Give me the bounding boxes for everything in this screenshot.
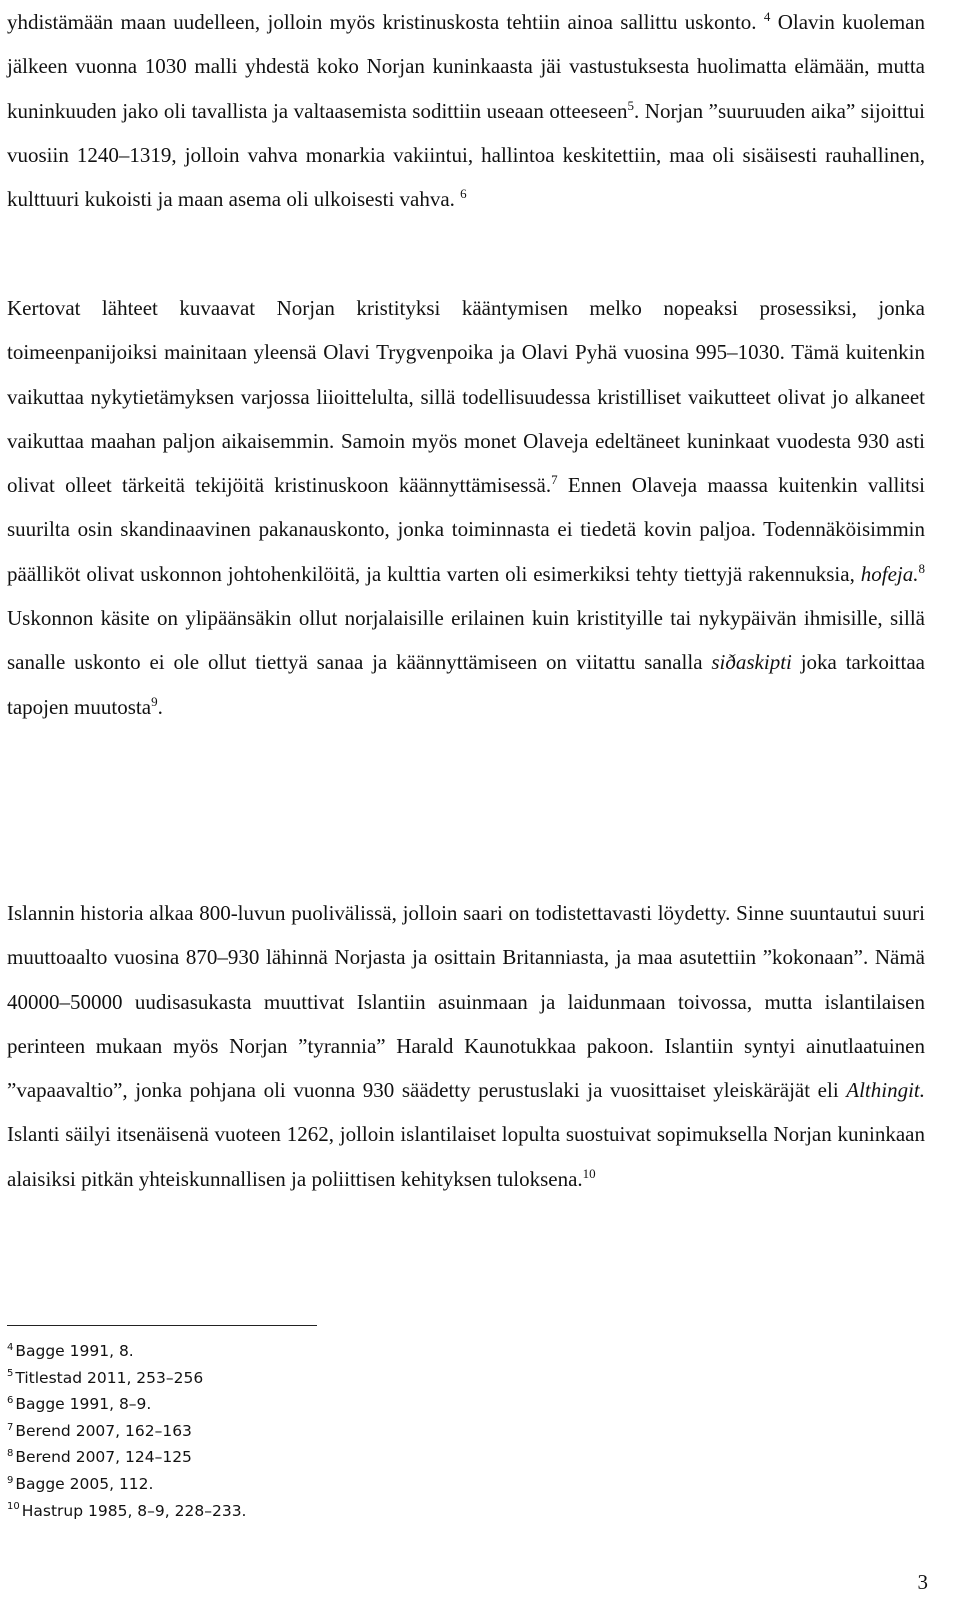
paragraph-text: Ennen Olaveja maassa kuitenkin vallitsi suurilta osin skandinaavinen pakanauskonto, jonka toiminnasta ei tiedetä kovin paljoa. Todennäköisimmin päälliköt olivat uskonnon johtohenkilöitä, ja kulttia varten oli esimerkiksi tehty tiettyjä rakennuksia, (7, 473, 925, 586)
footnote-number: 7 (7, 1421, 14, 1433)
footnote-number: 5 (7, 1368, 14, 1380)
footnote-item (7, 1391, 607, 1418)
footnote-item (7, 1418, 607, 1445)
paragraph-iceland-history (7, 891, 925, 1201)
italic-term: Althingit. (846, 1078, 925, 1103)
paragraph-text: Islanti säilyi itsenäisenä vuoteen 1262, jolloin islantilaiset lopulta suostuivat sopimuksella Norjan kuninkaan alaisiksi pitkän yhteiskunnallisen ja poliittisen kehityksen tuloksena. (7, 1122, 925, 1191)
footnote-number: 10 (7, 1501, 20, 1513)
paragraph-text: . Norjan ”suuruuden aika” sijoittui vuosiin 1240–1319, jolloin vahva monarkia vakiintui, hallintoa keskitettiin, maa oli sisäisesti rauhallinen, kulttuuri kukoisti ja maan asema oli ulkoisesti vahva. (7, 98, 925, 212)
italic-term: hofeja. (860, 561, 919, 586)
footnote-text: Bagge 1991, 8–9. (15, 1395, 152, 1414)
footnote-reference: 9 (151, 693, 158, 709)
footnote-number: 9 (7, 1474, 14, 1486)
paragraph-text: Islannin historia alkaa 800-luvun puolivälissä, jolloin saari on todistettavasti löydetty. Sinne suuntautui suuri muuttoaalto vuosina 870–930 lähinnä Norjasta ja osittain Britanniasta, ja maa asutettiin ”kokonaan”. Nämä 40000–50000 uudisasukasta muuttivat Islantiin asuinmaan ja laidunmaan toivossa, mutta islantilaisen perinteen mukaan myös Norjan ”tyrannia” Harald Kaunotukkaa pakoon. Islantiin syntyi ainutlaatuinen ”vapaavaltio”, jonka pohjana oli vuonna 930 säädetty perustuslaki ja vuosittaiset yleiskäräjät eli (7, 901, 925, 1103)
footnote-text: Berend 2007, 124–125 (15, 1448, 192, 1467)
footnote-text: Hastrup 1985, 8–9, 228–233. (21, 1501, 247, 1520)
paragraph-norway-christianization (7, 286, 925, 729)
footnote-reference: 8 (918, 560, 925, 576)
footnotes-list (7, 1338, 607, 1524)
footnote-separator (7, 1325, 317, 1326)
paragraph-text: Kertovat lähteet kuvaavat Norjan kristityksi kääntymisen melko nopeaksi prosessiksi, jonka toimeenpanijoiksi mainitaan yleensä Olavi Trygvenpoika ja Olavi Pyhä vuosina 995–1030. Tämä kuitenkin vaikuttaa nykytietämyksen varjossa liioittelulta, sillä todellisuudessa kristilliset vaikutteet olivat jo alkaneet vaikuttaa maahan paljon aikaisemmin. Samoin myös monet Olaveja edeltäneet kuninkaat vuodesta 930 asti olivat olleet tärkeitä tekijöitä kristinuskoon käännyttämisessä. (7, 296, 925, 498)
footnote-item (7, 1471, 607, 1498)
paragraph-text: Olavin kuoleman jälkeen vuonna 1030 malli yhdestä koko Norjan kuninkaasta jäi vastustuksesta huolimatta elämään, mutta kuninkuuden jako oli tavallista ja valtaasemista sodittiin useaan otteeseen (7, 10, 925, 123)
footnote-number: 6 (7, 1395, 14, 1407)
footnote-item (7, 1365, 607, 1392)
footnote-text: Titlestad 2011, 253–256 (15, 1368, 204, 1387)
paragraph-text: yhdistämään maan uudelleen, jolloin myös kristinuskosta tehtiin ainoa sallittu uskonto. (7, 10, 764, 34)
footnote-number: 8 (7, 1448, 14, 1460)
paragraph-text: Uskonnon käsite on ylipäänsäkin ollut norjalaisille erilainen kuin kristityille tai nykypäivän ihmisille, sillä sanalle uskonto ei ole ollut tiettyä sanaa ja käännyttämiseen on viitattu sanalla (7, 606, 925, 675)
footnote-reference: 4 (763, 9, 771, 24)
italic-term: siðaskipti (711, 650, 792, 675)
footnote-item (7, 1444, 607, 1471)
footnote-reference: 7 (551, 472, 558, 488)
paragraph-text: joka tarkoittaa tapojen muutosta (7, 650, 925, 719)
footnote-item (7, 1338, 607, 1365)
footnote-text: Bagge 2005, 112. (15, 1474, 154, 1493)
footnote-text: Berend 2007, 162–163 (15, 1421, 192, 1440)
footnote-item (7, 1498, 607, 1525)
paragraph-norway-kingship (7, 0, 925, 221)
footnote-reference: 10 (582, 1165, 596, 1181)
footnote-number: 4 (7, 1341, 14, 1353)
paragraph-text: . (157, 694, 163, 719)
footnote-reference: 5 (627, 97, 634, 113)
footnote-reference: 6 (460, 186, 467, 202)
footnote-text: Bagge 1991, 8. (15, 1342, 134, 1360)
page-number: 3 (917, 1570, 928, 1594)
